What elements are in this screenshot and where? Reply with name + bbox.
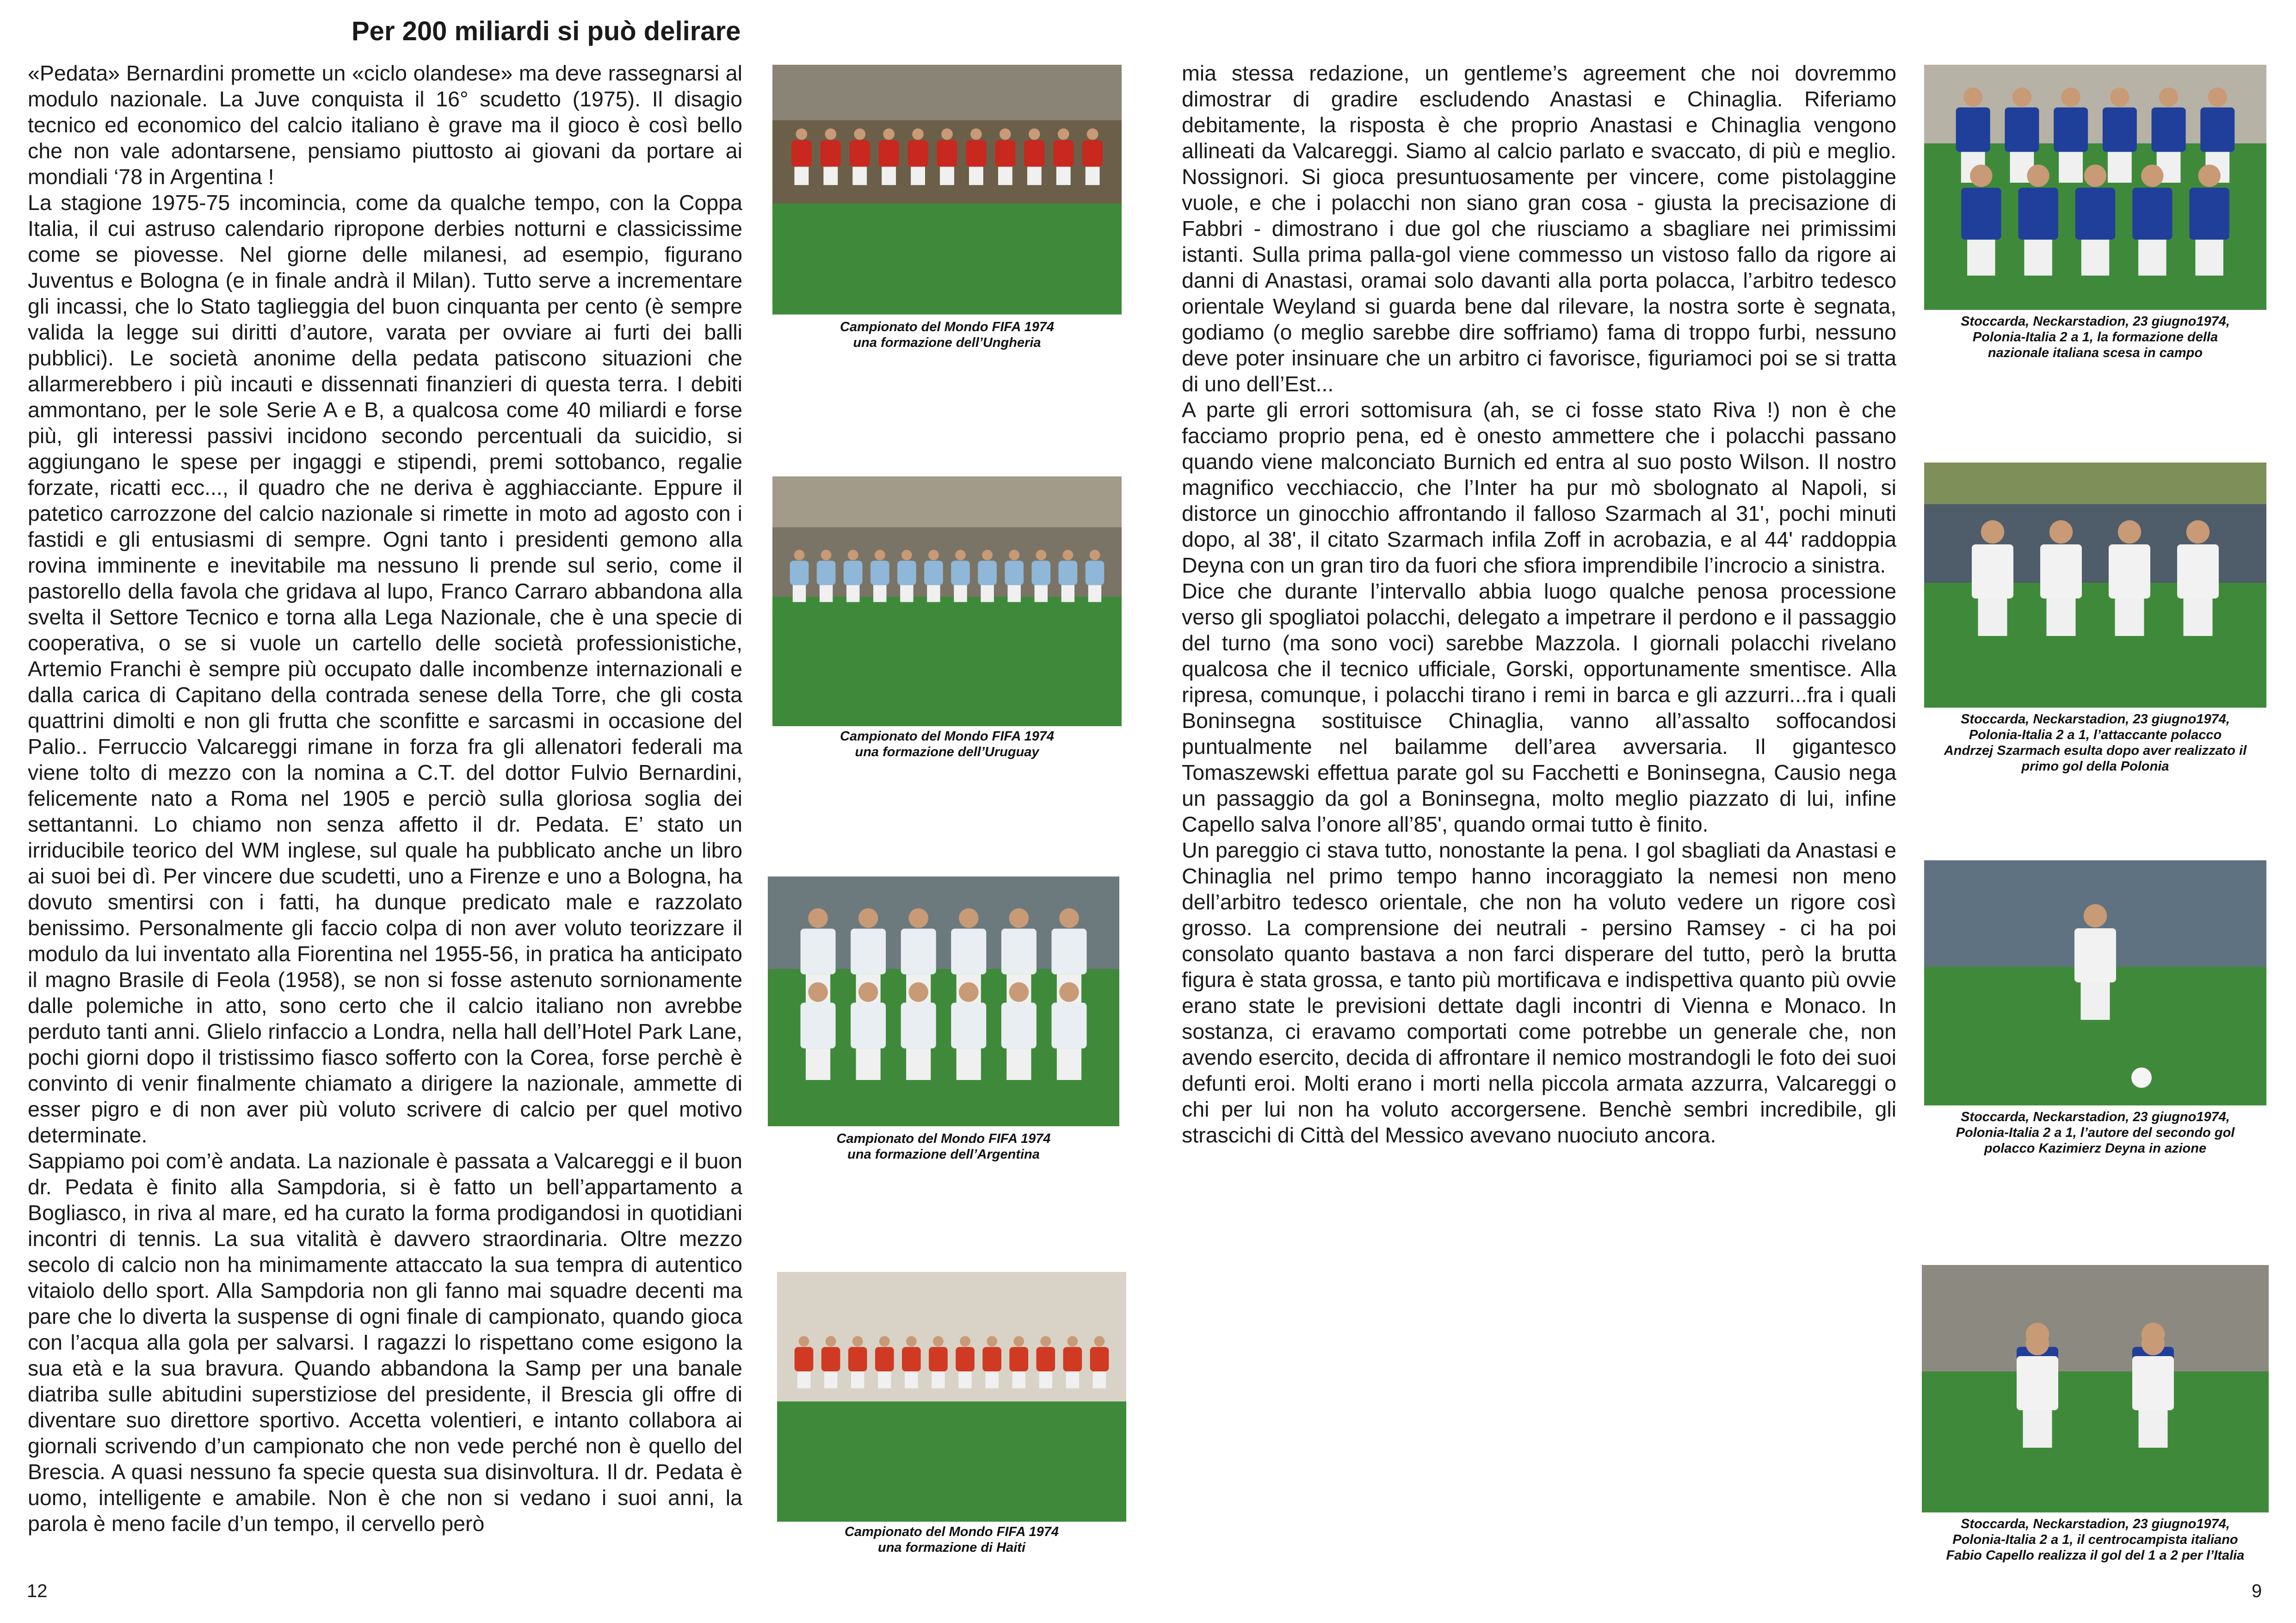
player-head <box>1036 550 1046 561</box>
player-legs <box>2184 599 2213 636</box>
player-head <box>1963 87 1982 106</box>
player-legs <box>1978 599 2007 636</box>
player-legs <box>878 1371 891 1388</box>
player-head <box>796 129 808 140</box>
photo-deyna-action <box>1924 860 2266 1105</box>
player-shirt <box>1053 140 1074 167</box>
player-legs <box>2024 240 2052 276</box>
player-legs <box>958 1371 971 1388</box>
player-head <box>1059 982 1079 1002</box>
player-shirt <box>870 561 889 585</box>
caption-uruguay: Campionato del Mondo FIFA 1974 una formazione dell’Uruguay <box>840 729 1054 759</box>
player-head <box>1094 1336 1105 1347</box>
player-shirt <box>2109 544 2150 599</box>
player-head <box>879 1336 890 1347</box>
player-shirt <box>2005 107 2039 152</box>
player-legs <box>820 585 833 602</box>
player-shirt <box>851 1003 886 1049</box>
player-shirt <box>1063 1347 1082 1371</box>
player-shirt <box>956 1347 975 1371</box>
player-shirt <box>1059 561 1078 585</box>
caption-deyna: Stoccarda, Neckarstadion, 23 giugno1974, Polonia-Italia 2 a 1, l’autore del secondo gol polacco Kazimierz Deyna in azione <box>1956 1110 2235 1156</box>
player-legs <box>905 1371 918 1388</box>
player-head <box>955 550 966 561</box>
player-shirt <box>2190 188 2229 240</box>
player-head <box>852 1336 863 1347</box>
player-head <box>794 550 805 561</box>
player-shirt <box>2132 188 2172 240</box>
player-legs <box>969 167 983 185</box>
player-head <box>1981 520 2004 543</box>
player-legs <box>911 167 925 185</box>
player-legs <box>856 1049 881 1080</box>
player-shirt <box>1005 561 1024 585</box>
player-head <box>1970 165 1992 187</box>
player-head <box>2186 520 2210 543</box>
photo-capello-goal <box>1922 1265 2269 1512</box>
player-legs <box>1057 1049 1081 1080</box>
player-head <box>908 982 928 1002</box>
photo-argentina-team <box>768 876 1119 1126</box>
player-head <box>1009 908 1029 928</box>
player-legs <box>2139 1410 2168 1448</box>
player-shirt <box>821 140 841 167</box>
player-shirt <box>951 929 986 975</box>
player-shirt <box>801 1003 836 1049</box>
caption-hungary: Campionato del Mondo FIFA 1974 una formazione dell’Ungheria <box>840 320 1054 350</box>
player-legs <box>1086 167 1100 185</box>
player-shirt <box>897 561 916 585</box>
player-shirt <box>2075 188 2115 240</box>
player-shirt <box>1051 1003 1086 1049</box>
player-shirt <box>2054 107 2088 152</box>
player-legs <box>2108 152 2132 183</box>
player-head <box>1067 1336 1078 1347</box>
article-paragraph: Sappiamo poi com’è andata. La nazionale è passata a Valcareggi e il buon dr. Pedata è finito alla Sampdoria, si è fatto un bell’appartamento a Bogliasco, in riva al mare, ed ha curato la forma prodigandosi in quotidiani incontri di tennis. La sua vitalità è davvero straordinaria. Oltre mezzo secolo di calcio non ha minimamente attaccato la sua tempra di autentico vitaiolo dello sport. Alla Sampdoria non gli fanno mai squadre decenti ma pare che lo diverta la suspense di ogni finale di campionato, quando gioca con l’acqua alla gola per salvarsi. I ragazzi lo rispettano come esigono la sua età e la sua bravura. Quando abbandona la Samp per una banale diatriba sulle abitudini superstiziose del presidente, il Brescia gli offre di diventare suo direttore sportivo. Accetta volentieri, e intanto collabora ai giornali scrivendo d’un campionato che non vede perché non è quello del Brescia. A quasi nessuno fa specie questa sua disinvoltura. Il dr. Pedata è uomo, intelligente e amabile. Non è che non si vedano i suoi anni, la parola è meno facile d’un tempo, il cervello però <box>28 1149 742 1536</box>
player-head <box>2027 165 2049 187</box>
player-shirt <box>1090 1347 1109 1371</box>
player-shirt <box>791 140 812 167</box>
player-shirt <box>2040 544 2082 599</box>
player-head <box>821 550 832 561</box>
player-shirt <box>875 1347 894 1371</box>
player-shirt <box>937 140 957 167</box>
player-shirt <box>821 1347 840 1371</box>
player-shirt <box>1082 140 1103 167</box>
player-shirt <box>790 561 809 585</box>
player-shirt <box>848 1347 867 1371</box>
player-head <box>2141 165 2163 187</box>
player-legs <box>1088 585 1101 602</box>
player-shirt <box>951 1003 986 1049</box>
player-head <box>826 1336 836 1347</box>
article-paragraph: Un pareggio ci stava tutto, nonostante la pena. I gol sbagliati da Anastasi e Chinaglia nel primo tempo hanno incoraggiato la nemesi non meno dell’arbitro tedesco orientale, che non ha voluto vedere un rigore così grosso. La comprensione dei neutrali - persino Ramsey - ci ha poi consolato quanto bastava a non farci disperare del tutto, però la brutta figura è stata grossa, e tanto più mortificava e indispettiva quanto più ovvie erano state le previsioni dettate dagli incontri di Vienna e Monaco. In sostanza, ci eravamo comportati come potrebbe un generale che, non avendo esercito, decida di affrontare il nemico mostrandogli le foto dei suoi defunti eroi. Molti erano i morti nella piccola armata azzurra, Valcareggi o chi per lui non ha voluto accorgersene. Benchè sembri incredibile, gli strascichi di Città del Messico avevano nuociuto ancora. <box>1182 838 1896 1147</box>
player-legs <box>1066 1371 1079 1388</box>
player-head <box>1059 908 1079 928</box>
player-legs <box>1012 1371 1025 1388</box>
player-head <box>1040 1336 1051 1347</box>
player-head <box>960 1336 970 1347</box>
player-head <box>825 129 837 140</box>
player-legs <box>981 585 994 602</box>
player-head <box>901 550 912 561</box>
player-legs <box>797 1371 810 1388</box>
article-paragraph: Dice che durante l’intervallo abbia luogo qualche penosa processione verso gli spogliatoi polacchi, delegato a impetrare il perdono e il passaggio del turno (ma sono voci) sarebbe Mazzola. I giornali polacchi rivelano qualcosa che il tecnico ufficiale, Gorski, opportunamente smentisce. Alla ripresa, comunque, i polacchi tirano i remi in barca e gli azzurri...fra i quali Boninsegna sostituisce Chinaglia, vanno all’assalto soffocandosi puntualmente nel bailamme dell’area avversaria. Il gigantesco Tomaszewski effettua parate gol su Facchetti e Boninsegna, Causio nega un passaggio da gol a Boninsegna, molto meglio piazzato di lui, infine Capello salva l’onore all’85', quando ormai tutto è finito. <box>1182 579 1896 836</box>
caption-italy-team: Stoccarda, Neckarstadion, 23 giugno1974, Polonia-Italia 2 a 1, la formazione della nazionale italiana scesa in campo <box>1961 314 2230 360</box>
player-legs <box>793 585 806 602</box>
player-legs <box>906 1049 931 1080</box>
article-paragraph: A parte gli errori sottomisura (ah, se ci fosse stato Riva !) non è che facciamo proprio pena, ed è onesto ammettere che i polacchi passano quando viene malconciato Burnich ed entra al suo posto Wilson. Il nostro magnifico vecchiaccio, che l’Inter ha pur mò sbolognato al Napoli, si distorce un ginocchio affrontando il falloso Szarmach al 31', pochi minuti dopo, al 38', il citato Szarmach infila Zoff in acrobazia, e al 44' raddoppia Deyna con un gran tiro da fuori che sfiora imprendibile l’incrocio a sinistra. <box>1182 398 1896 577</box>
player-head <box>970 129 982 140</box>
player-head <box>959 982 979 1002</box>
player-head <box>941 129 953 140</box>
player-legs <box>795 167 809 185</box>
player-head <box>1009 550 1019 561</box>
player-shirt <box>801 929 836 975</box>
player-shirt <box>850 140 870 167</box>
player-legs <box>927 585 940 602</box>
caption-capello: Stoccarda, Neckarstadion, 23 giugno1974, Polonia-Italia 2 a 1, il centrocampista italiano Fabio Capello realizza il gol del 1 a 2 per l’Italia <box>1946 1517 2245 1563</box>
player-head <box>875 550 885 561</box>
player-shirt <box>2017 1356 2058 1410</box>
player-shirt <box>982 1347 1001 1371</box>
player-legs <box>954 585 967 602</box>
player-shirt <box>951 561 970 585</box>
article-paragraph: La stagione 1975-75 incomincia, come da qualche tempo, con la Coppa Italia, il cui astruso calendario ripropone derbies notturni e classicissime come se piovesse. Nel giorne delle milanesi, ad esempio, figurano Juventus e Bologna (e in finale andrà il Milan). Tutto serve a incrementare gli incassi, che lo Stato taglieggia del buon cinquanta per cento (è sempre valida la legge sui diritti d’autore, varata per ovviare ai furti dei balli pubblici). Le società anonime della pedata patiscono situazioni che allarmerebbero i più incauti e dissennati finanzieri di questa terra. I debiti ammontano, per le sole Serie A e B, a qualcosa come 40 miliardi e forse più, gli interessi passivi incidono secondo percentuali da suicidio, si aggiungano le spese per ingaggi e stipendi, premi sottobanco, regalie forzate, ricatti ecc..., il quadro che ne deriva è agghiacciante. Eppure il patetico carrozzone del calcio nazionale si rimette in moto ad agosto con i fastidi e gli entusiasmi di sempre. Ogni tanto i presidenti gemono alla rovina imminente e inevitabile ma nessuno li prende sul serio, come il pastorello della favola che gridava al lupo, Franco Carraro abbandona alla svelta il Settore Tecnico e torna alla Lega Nazionale, che è una specie di cooperativa, o se si vuole un cartello delle società professionistiche, Artemio Franchi è sempre più occupato dalle incombenze internazionali e dalla carica di Capitano della contrada senese della Torre, che gli costa quattrini dimolti e non gli frutta che sconfitte e sarcasmi in occasione del Palio.. Ferruccio Valcareggi rimane in forza fra gli allenatori federali ma viene tolto di mezzo con la nomina a C.T. del dottor Fulvio Bernardini, felicemente nato a Roma nel 1905 e perciò sulla gloriosa soglia dei settantanni. Lo chiamo non senza affetto il dr. Pedata. E’ stato un irriducibile teorico del WM inglese, sul quale ha pubblicato anche un libro ai suoi bei dì. Per vincere due scudetti, uno a Firenze e uno a Bologna, ha dovuto smentirsi con i fatti, ha dunque predicato male e razzolato benissimo. Personalmente gli faccio colpa di non aver voluto teorizzare il modulo da lui inventato alla Fiorentina nel 1955-56, in pratica ha anticipato il magno Brasile di Feola (1958), se non si fosse astenuto sornionamente dalle polemiche in atto, sono certo che il calcio italiano non avrebbe perduto tanti anni. Glielo rinfaccio a Londra, nella hall dell’Hotel Park Lane, pochi giorni dopo il tristissimo fiasco sofferto con la Corea, forse perchè è convinto di venir finalmente chiamato a dirigere la nazionale, ammette di esser pigro e di non aver più voluto scrivere di calcio per quel motivo determinate. <box>28 191 742 1147</box>
player-legs <box>824 1371 837 1388</box>
player-head <box>982 550 993 561</box>
player-head <box>848 550 858 561</box>
player-shirt <box>1031 561 1050 585</box>
player-shirt <box>1036 1347 1055 1371</box>
player-head <box>808 908 828 928</box>
article-column-right <box>1182 60 1896 1244</box>
player-head <box>2110 87 2129 106</box>
player-shirt <box>929 1347 948 1371</box>
player-head <box>883 129 895 140</box>
player-shirt <box>1972 544 2013 599</box>
player-legs <box>2138 240 2166 276</box>
player-head <box>2084 165 2106 187</box>
photo-uruguay-team <box>772 476 1122 726</box>
player-legs <box>932 1371 944 1388</box>
player-shirt <box>1009 1347 1028 1371</box>
player-head <box>1009 982 1029 1002</box>
player-head <box>1013 1336 1024 1347</box>
player-legs <box>2081 982 2110 1020</box>
player-head <box>2049 520 2073 543</box>
caption-argentina: Campionato del Mondo FIFA 1974 una formazione dell’Argentina <box>836 1131 1051 1162</box>
player-head <box>933 1336 944 1347</box>
player-shirt <box>2200 107 2234 152</box>
player-head <box>858 982 878 1002</box>
player-shirt <box>2132 1356 2174 1410</box>
player-shirt <box>978 561 997 585</box>
player-legs <box>2081 240 2109 276</box>
player-head <box>2198 165 2220 187</box>
player-legs <box>852 167 867 185</box>
player-head <box>1058 129 1069 140</box>
player-legs <box>1056 167 1071 185</box>
player-legs <box>985 1371 998 1388</box>
player-shirt <box>2152 107 2186 152</box>
player-legs <box>957 1049 981 1080</box>
player-legs <box>2195 240 2223 276</box>
player-shirt <box>924 561 943 585</box>
photo-haiti-team <box>777 1272 1126 1522</box>
player-head <box>908 908 928 928</box>
player-head <box>1090 550 1100 561</box>
player-shirt <box>902 1347 921 1371</box>
player-legs <box>1093 1371 1106 1388</box>
photo-italy-team <box>1924 65 2266 310</box>
player-legs <box>900 585 913 602</box>
player-head <box>928 550 939 561</box>
player-shirt <box>1956 107 1990 152</box>
player-head <box>1062 550 1073 561</box>
player-legs <box>806 1049 830 1080</box>
player-legs <box>1062 585 1074 602</box>
article-paragraph: «Pedata» Bernardini promette un «ciclo olandese» ma deve rassegnarsi al modulo nazionale. La Juve conquista il 16° scudetto (1975). Il disagio tecnico ed economico del calcio italiano è grave ma il gioco è così bello che non vale adontarsene, pensiamo piuttosto ai giovani da portare ai mondiali ‘78 in Argentina ! <box>28 61 742 189</box>
player-shirt <box>2103 107 2137 152</box>
player-head <box>1000 129 1011 140</box>
player-head <box>987 1336 997 1347</box>
player-head <box>808 982 828 1002</box>
player-shirt <box>817 561 836 585</box>
player-legs <box>882 167 896 185</box>
player-head <box>858 908 878 928</box>
player-head <box>2208 87 2227 106</box>
player-head <box>912 129 924 140</box>
player-shirt <box>966 140 986 167</box>
player-shirt <box>1001 929 1037 975</box>
player-legs <box>2047 599 2076 636</box>
player-shirt <box>1086 561 1105 585</box>
player-shirt <box>795 1347 814 1371</box>
player-head <box>2084 904 2107 927</box>
player-legs <box>998 167 1012 185</box>
player-legs <box>1006 1049 1031 1080</box>
player-shirt <box>851 929 886 975</box>
article-column-left <box>28 60 742 1568</box>
player-shirt <box>1001 1003 1037 1049</box>
player-head <box>2142 1332 2165 1355</box>
caption-szarmach: Stoccarda, Neckarstadion, 23 giugno1974, Polonia-Italia 2 a 1, l’attaccante polacco Andrzej Szarmach esulta dopo aver realizzato il primo gol della Polonia <box>1944 712 2247 774</box>
player-head <box>1029 129 1040 140</box>
player-shirt <box>1051 929 1086 975</box>
player-head <box>906 1336 917 1347</box>
player-head <box>2118 520 2141 543</box>
photo-szarmach-celebration <box>1924 463 2266 708</box>
player-shirt <box>901 1003 936 1049</box>
caption-haiti: Campionato del Mondo FIFA 1974 una formazione di Haiti <box>845 1524 1059 1555</box>
player-legs <box>2115 599 2144 636</box>
page-title: Per 200 miliardi si può delirare <box>352 16 741 46</box>
photo-hungary-team <box>772 65 1122 315</box>
player-shirt <box>908 140 928 167</box>
player-shirt <box>844 561 863 585</box>
player-shirt <box>2018 188 2058 240</box>
player-legs <box>846 585 859 602</box>
player-legs <box>1027 167 1042 185</box>
player-legs <box>2059 152 2083 183</box>
player-shirt <box>1961 188 2001 240</box>
player-legs <box>1007 585 1020 602</box>
player-shirt <box>1024 140 1044 167</box>
player-legs <box>1039 1371 1052 1388</box>
player-head <box>2026 1332 2049 1355</box>
page-number-right: 9 <box>2252 1581 2262 1601</box>
player-shirt <box>879 140 899 167</box>
player-legs <box>823 167 838 185</box>
player-head <box>2012 87 2031 106</box>
player-shirt <box>901 929 936 975</box>
player-shirt <box>2074 928 2116 982</box>
player-legs <box>1967 240 1995 276</box>
player-head <box>959 908 979 928</box>
player-shirt <box>2177 544 2219 599</box>
player-head <box>2159 87 2178 106</box>
player-shirt <box>995 140 1015 167</box>
player-legs <box>2023 1410 2052 1448</box>
player-legs <box>940 167 954 185</box>
player-head <box>854 129 865 140</box>
player-legs <box>873 585 886 602</box>
player-legs <box>851 1371 864 1388</box>
article-paragraph: mia stessa redazione, un gentleme’s agreement che noi dovremmo dimostrar di gradire escludendo Anastasi e Chinaglia. Riferiamo debitamente, la risposta è che proprio Anastasi e Chinaglia vengono allineati da Valcareggi. Siamo al calcio parlato e svaccato, di più e meglio. Nossignori. Si gioca presuntuosamente per vincere, come pistolaggine vuole, e che i polacchi non siano gran cosa - giusta la precisazione di Fabbri - dimostrano i due gol che riusciamo a sbagliare nei primissimi istanti. Sulla prima palla-gol viene commesso un vistoso fallo da rigore ai danni di Anastasi, oramai solo davanti alla porta polacca, l’arbitro tedesco orientale Weyland si guarda bene dal rilevare, la nostra sorte è segnata, godiamo (o meglio sarebbe dire soffriamo) fama di troppo furbi, nessuno deve poter insinuare che un arbitro ci favorisce, figuriamoci poi se si tratta di uno dell’Est... <box>1182 61 1896 396</box>
player-head <box>1087 129 1099 140</box>
page-number-left: 12 <box>27 1581 48 1601</box>
player-head <box>2061 87 2080 106</box>
player-legs <box>1035 585 1048 602</box>
player-head <box>799 1336 809 1347</box>
